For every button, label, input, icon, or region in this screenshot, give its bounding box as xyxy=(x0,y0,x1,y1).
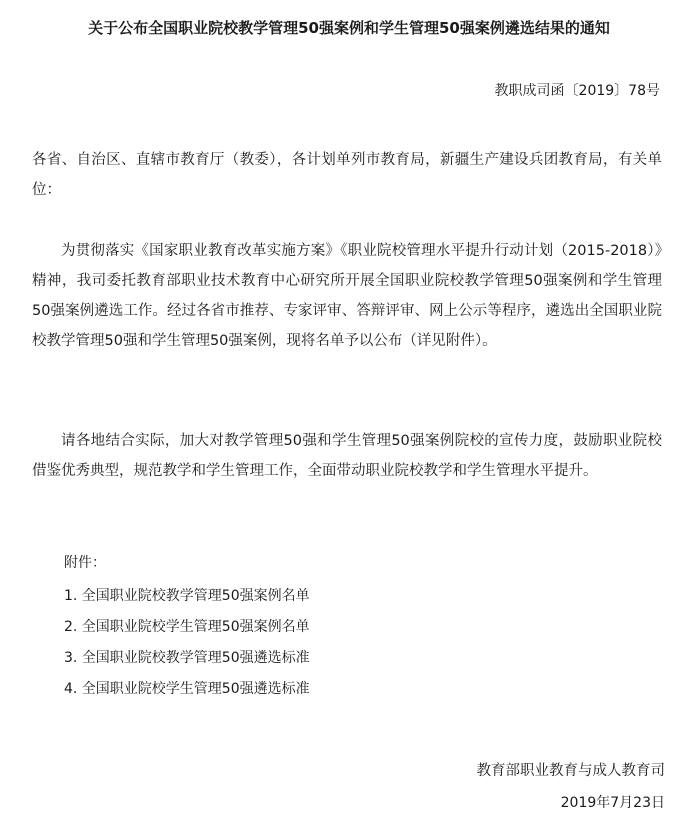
notice-title: 关于公布全国职业院校教学管理50强案例和学生管理50强案例遴选结果的通知 xyxy=(88,19,610,37)
attachment-item-3[interactable]: 3. 全国职业院校教学管理50强遴选标准 xyxy=(64,650,310,666)
document-number: 教职成司函〔2019〕78号 xyxy=(494,83,660,99)
body-paragraph-1: 为贯彻落实《国家职业教育改革实施方案》《职业院校管理水平提升行动计划（2015-2018）》精神，我司委托教育部职业技术教育中心研究所开展全国职业院校教学管理50强案例和学生管理50强案例遴选工作。经过各省市推荐、专家评审、答辩评审、网上公示等程序，遴选出全国职业院校教学管理50强和学生管理50强案例，现将名单予以公布（详见附件）。 xyxy=(32,243,662,349)
signature-organization: 教育部职业教育与成人教育司 xyxy=(476,763,665,779)
attachment-item-1[interactable]: 1. 全国职业院校教学管理50强案例名单 xyxy=(64,588,310,604)
signature-date: 2019年7月23日 xyxy=(560,795,665,811)
attachment-item-4[interactable]: 4. 全国职业院校学生管理50强遴选标准 xyxy=(64,681,310,697)
attachment-item-2[interactable]: 2. 全国职业院校学生管理50强案例名单 xyxy=(64,619,310,635)
attachments-label: 附件： xyxy=(64,555,106,571)
body-paragraph-2: 请各地结合实际，加大对教学管理50强和学生管理50强案例院校的宣传力度，鼓励职业院校借鉴优秀典型，规范教学和学生管理工作，全面带动职业院校教学和学生管理水平提升。 xyxy=(32,433,662,479)
addressee-paragraph: 各省、自治区、直辖市教育厅（教委），各计划单列市教育局，新疆生产建设兵团教育局，有关单位： xyxy=(32,152,662,198)
attachments-list xyxy=(64,585,310,709)
